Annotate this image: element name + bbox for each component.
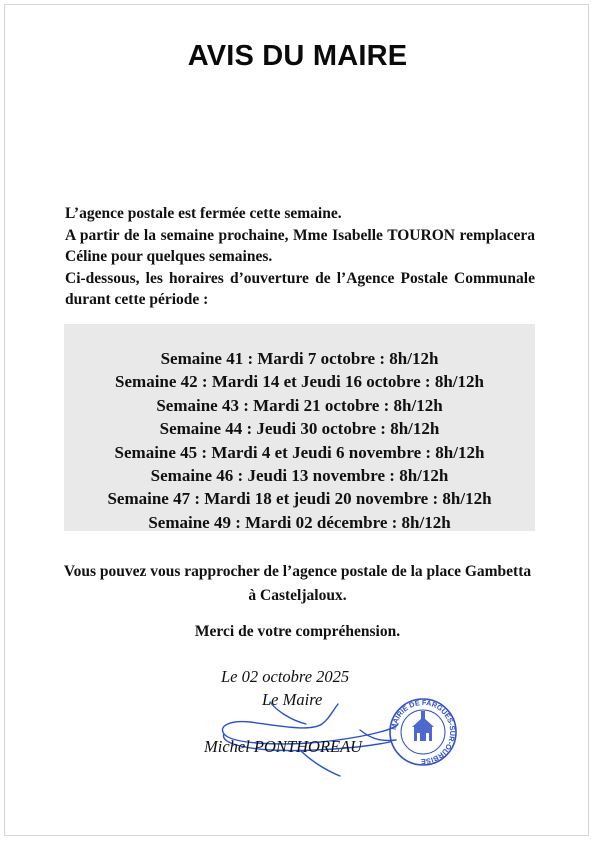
signature-date: Le 02 octobre 2025 (221, 667, 350, 686)
schedule-item: Semaine 43 : Mardi 21 octobre : 8h/12h (156, 395, 443, 415)
schedule-item: Semaine 41 : Mardi 7 octobre : 8h/12h (160, 349, 439, 368)
signature-role: Le Maire (262, 690, 323, 709)
schedule-item: Semaine 46 : Jeudi 13 novembre : 8h/12h (150, 466, 449, 486)
signature-name: Michel PONTHOREAU (204, 737, 363, 756)
intro-paragraph (65, 203, 535, 311)
schedule-item: Semaine 45 : Mardi 4 et Jeudi 6 novembre : 8h/12h (114, 442, 485, 462)
schedule-item: Semaine 42 : Mardi 14 et Jeudi 16 octobre : 8h/12h (115, 372, 484, 392)
page-title: AVIS DU MAIRE (187, 40, 408, 72)
schedule-list (64, 347, 535, 534)
mairie-stamp (388, 697, 458, 767)
schedule-item: Semaine 44 : Jeudi 30 octobre : 8h/12h (159, 419, 440, 439)
schedule-item: Semaine 47 : Mardi 18 et jeudi 20 novembre : 8h/12h (107, 489, 492, 509)
intro-line-hours: Ci-dessous, les horaires d’ouverture de l’Agence Postale Communale durant cette période : (65, 269, 535, 308)
intro-line-replacement: A partir de la semaine prochaine, Mme Isabelle TOURON remplacera Céline pour quelques semaines. (65, 226, 535, 265)
schedule-item: Semaine 49 : Mardi 02 décembre : 8h/12h (148, 512, 451, 532)
contact-note: Vous pouvez vous rapprocher de l’agence postale de la place Gambetta à Casteljaloux. (63, 563, 532, 604)
stamp-text: MAIRIE DE FARGUES-SUR-OURBISE (389, 697, 458, 767)
thanks-line: Merci de votre compréhension. (194, 623, 401, 640)
handwritten-signature (210, 690, 410, 780)
intro-line-closed: L’agence postale est fermée cette semaine. (65, 205, 342, 222)
